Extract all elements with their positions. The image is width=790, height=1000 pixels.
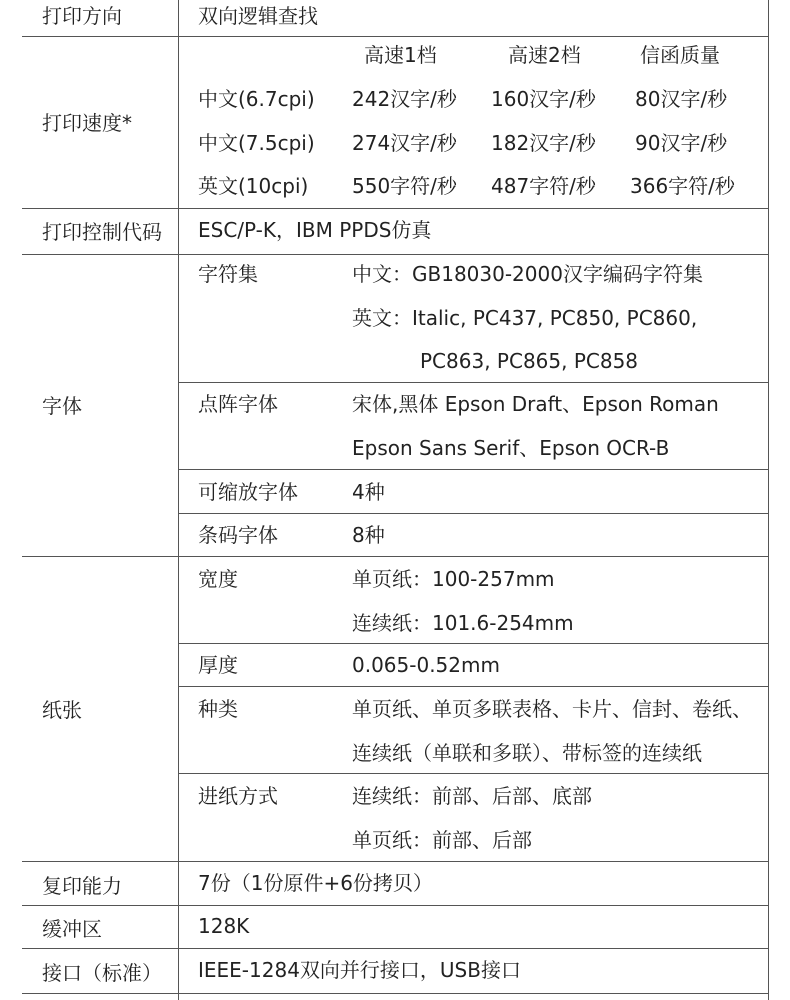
row-divider <box>22 556 769 557</box>
direction-label: 打印方向 <box>42 4 122 28</box>
row-divider <box>22 254 769 255</box>
paper-types-label: 种类 <box>198 697 238 721</box>
speed-column-header: 信函质量 <box>640 43 720 67</box>
scalable-font-label: 可缩放字体 <box>198 480 298 504</box>
paper-thickness-value: 0.065-0.52mm <box>352 653 500 677</box>
speed-value: 550字符/秒 <box>352 174 457 198</box>
charset-line: 中文：GB18030-2000汉字编码字符集 <box>352 262 703 286</box>
row-divider <box>22 36 769 37</box>
speed-mode: 中文(7.5cpi) <box>198 131 315 155</box>
interface-value: IEEE-1284双向并行接口，USB接口 <box>198 958 521 982</box>
paper-types-line: 单页纸、单页多联表格、卡片、信封、卷纸、 <box>352 697 752 721</box>
speed-column-header: 高速2档 <box>508 43 581 67</box>
speed-value: 274汉字/秒 <box>352 131 457 155</box>
row-divider <box>22 905 769 906</box>
paper-feed-label: 进纸方式 <box>198 784 278 808</box>
sub-row-divider <box>178 773 769 774</box>
table-right-border <box>768 0 769 1000</box>
paper-feed-line: 连续纸：前部、后部、底部 <box>352 784 592 808</box>
row-divider <box>22 993 769 994</box>
speed-mode: 英文(10cpi) <box>198 174 309 198</box>
paper-types-line: 连续纸（单联和多联）、带标签的连续纸 <box>352 741 702 765</box>
barcode-font-label: 条码字体 <box>198 523 278 547</box>
speed-label: 打印速度* <box>42 111 132 135</box>
bitmap-font-label: 点阵字体 <box>198 392 278 416</box>
interface-label: 接口（标准） <box>42 961 162 985</box>
charset-line: 英文：Italic, PC437, PC850, PC860, <box>352 306 698 330</box>
speed-value: 487字符/秒 <box>491 174 596 198</box>
speed-value: 80汉字/秒 <box>635 87 728 111</box>
charset-label: 字符集 <box>198 262 258 286</box>
control-code-label: 打印控制代码 <box>42 220 162 244</box>
font-label: 字体 <box>42 394 82 418</box>
buffer-value: 128K <box>198 914 250 938</box>
sub-row-divider <box>178 686 769 687</box>
speed-column-header: 高速1档 <box>364 43 437 67</box>
paper-feed-line: 单页纸：前部、后部 <box>352 828 532 852</box>
sub-row-divider <box>178 382 769 383</box>
bitmap-font-line: Epson Sans Serif、Epson OCR-B <box>352 436 670 460</box>
row-divider <box>22 861 769 862</box>
sub-row-divider <box>178 469 769 470</box>
direction-value: 双向逻辑查找 <box>198 4 318 28</box>
barcode-font-value: 8种 <box>352 523 385 547</box>
bitmap-font-line: 宋体,黑体 Epson Draft、Epson Roman <box>352 392 719 416</box>
speed-value: 242汉字/秒 <box>352 87 457 111</box>
paper-width-line: 单页纸：100-257mm <box>352 567 555 591</box>
speed-value: 90汉字/秒 <box>635 131 728 155</box>
copy-value: 7份（1份原件+6份拷贝） <box>198 871 433 895</box>
paper-thickness-label: 厚度 <box>198 653 238 677</box>
paper-width-line: 连续纸：101.6-254mm <box>352 611 574 635</box>
row-divider <box>22 948 769 949</box>
charset-line: PC863, PC865, PC858 <box>420 349 639 373</box>
speed-mode: 中文(6.7cpi) <box>198 87 315 111</box>
copy-label: 复印能力 <box>42 874 122 898</box>
speed-value: 160汉字/秒 <box>491 87 596 111</box>
speed-value: 182汉字/秒 <box>491 131 596 155</box>
scalable-font-value: 4种 <box>352 480 385 504</box>
column-divider <box>178 0 179 1000</box>
paper-width-label: 宽度 <box>198 567 238 591</box>
paper-label: 纸张 <box>42 698 82 722</box>
buffer-label: 缓冲区 <box>42 917 102 941</box>
row-divider <box>22 208 769 209</box>
control-code-value: ESC/P-K，IBM PPDS仿真 <box>198 218 432 242</box>
sub-row-divider <box>178 513 769 514</box>
sub-row-divider <box>178 643 769 644</box>
speed-value: 366字符/秒 <box>630 174 735 198</box>
